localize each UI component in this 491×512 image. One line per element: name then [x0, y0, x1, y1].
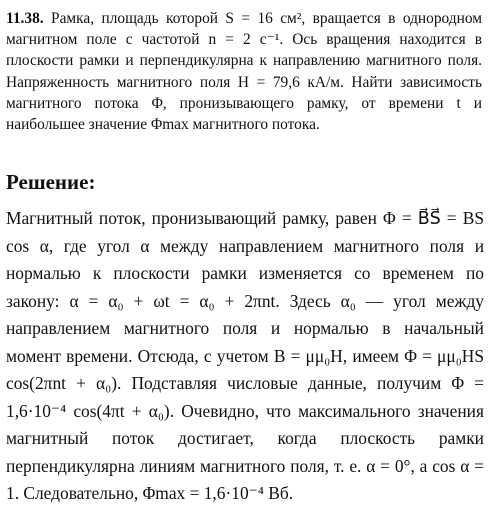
problem-statement — [6, 8, 482, 135]
solution-text: Магнитный поток, пронизывающий рамку, равен Φ = B⃗S⃗ = BS cos α, где угол α между направлением магнитного поля и нормалью к плоскости рамки изменяется со временем по закону: α = α₀ + ωt = α₀ + 2πnt. Здесь α₀ — угол между направлением магнитного поля и нормалью в начальный момент времени. Отсюда, с учетом B = μμ₀H, имеем Φ = μμ₀HS cos(2πnt + α₀). Подставляя числовые данные, получим Φ = 1,6·10⁻⁴ cos(4πt + α₀). Очевидно, что максимального значения магнитный поток достигает, когда плоскость рамки перпендикулярна линиям магнитного поля, т. е. α = 0°, а cos α = 1. Следовательно, Φmax = 1,6·10⁻⁴ Вб. — [6, 208, 484, 503]
problem-number: 11.38. — [6, 10, 44, 27]
solution-heading: Решение: — [6, 170, 96, 194]
problem-text: Рамка, площадь которой S = 16 см², вращается в однородном магнитном поле с частотой n = 2 с⁻¹. Ось вращения находится в плоскости рамки и перпендикулярна к направлению магнитного поля. Напряженность магнитного поля H = 79,6 кА/м. Найти зависимость магнитного потока Φ, пронизывающего рамку, от времени t и наибольшее значение Φmax магнитного потока. — [6, 10, 482, 134]
